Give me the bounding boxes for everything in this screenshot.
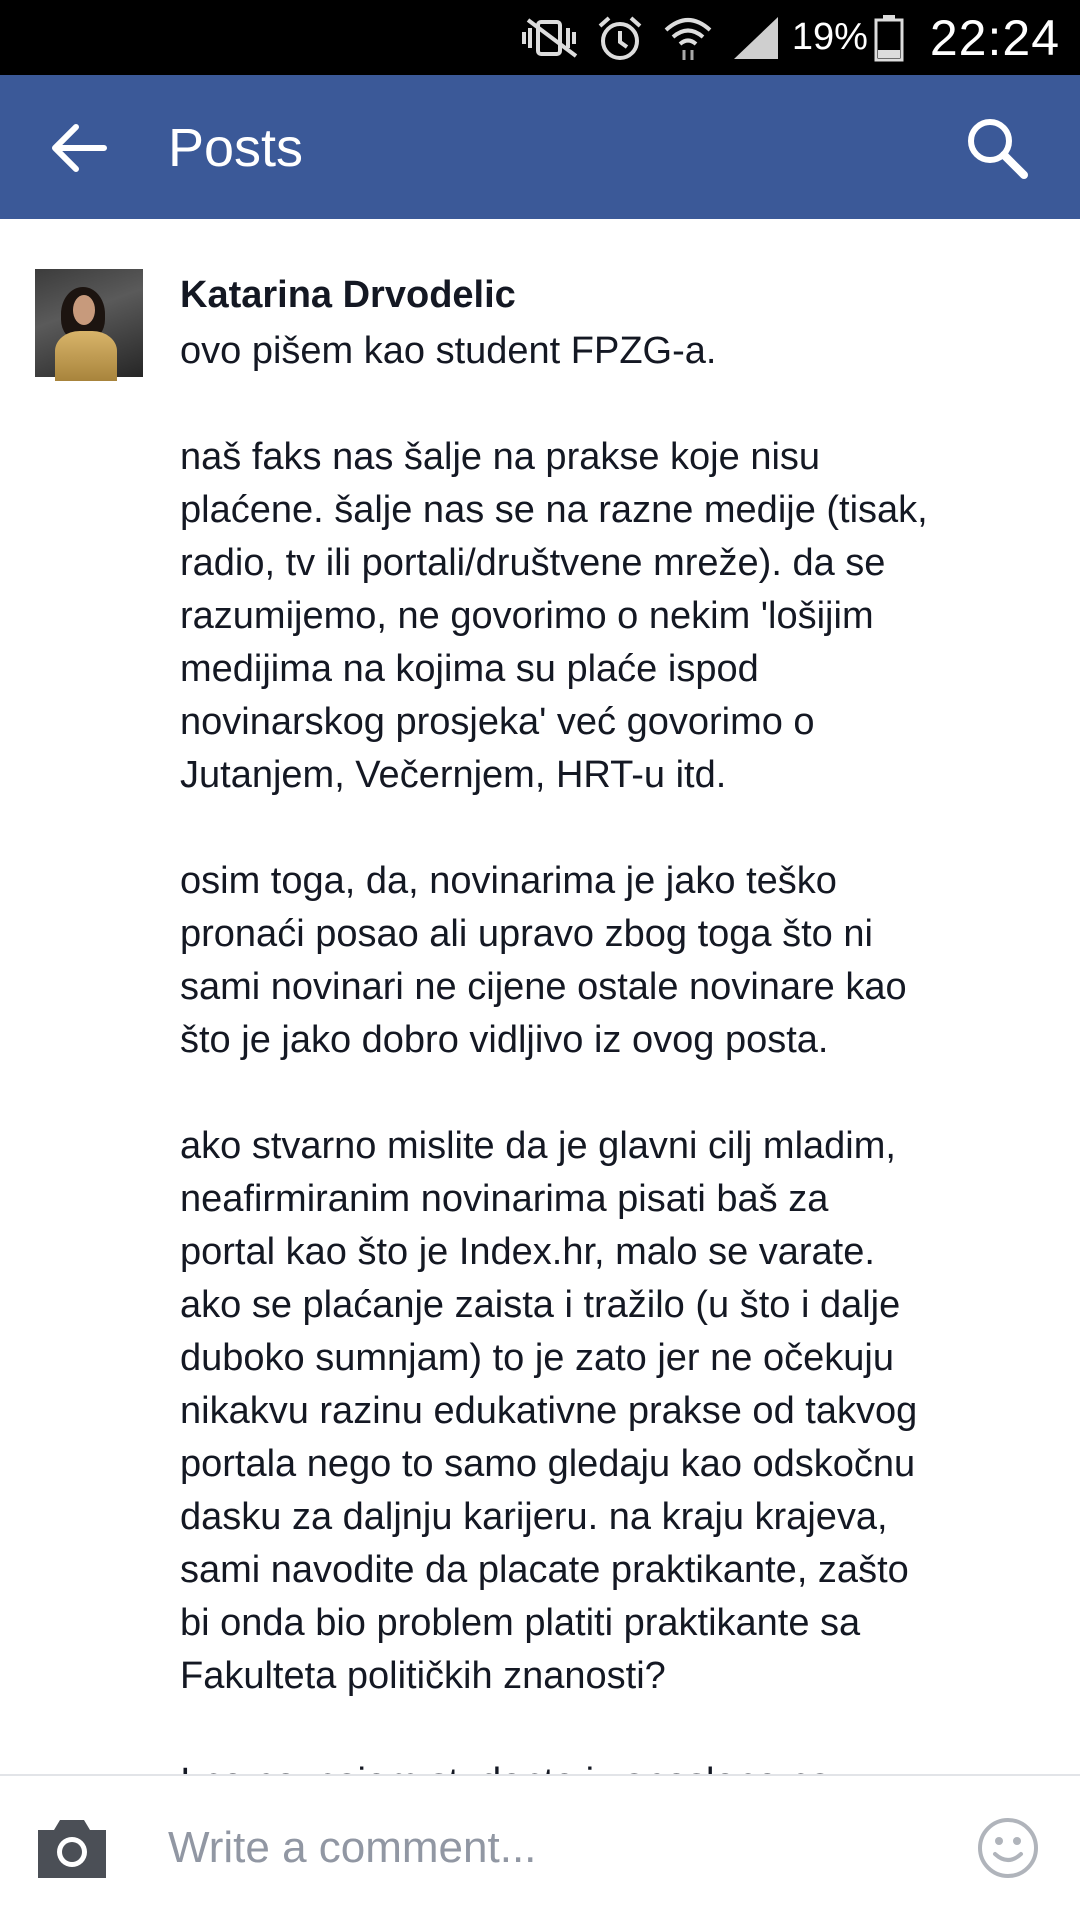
comment-bar [0, 1774, 1080, 1922]
app-bar [0, 75, 1080, 219]
post-paragraph: osim toga, da, novinarima je jako teško pronaći posao ali upravo zbog toga što ni sami novinari ne cijene ostale novinare kao što je jako dobro vidljivo iz ovog posta. [180, 860, 907, 1061]
emoji-button[interactable] [976, 1816, 1040, 1880]
battery-icon [874, 14, 904, 62]
mute-vibrate-icon [522, 13, 582, 63]
battery-percent: 19% [791, 16, 868, 58]
search-button[interactable] [964, 115, 1030, 181]
status-bar [0, 0, 1080, 75]
comment-input[interactable] [168, 1816, 928, 1880]
back-button[interactable] [48, 117, 110, 179]
cell-signal-icon [726, 13, 786, 63]
search-icon [964, 115, 1030, 181]
emoji-icon [976, 1816, 1040, 1880]
wifi-icon [658, 13, 718, 63]
status-time: 22:24 [929, 9, 1060, 66]
alarm-icon [590, 13, 650, 63]
post [0, 219, 1080, 1774]
post-body [180, 325, 1020, 1809]
camera-button[interactable] [34, 1814, 110, 1882]
camera-icon [34, 1814, 110, 1882]
avatar[interactable] [35, 269, 143, 377]
arrow-left-icon [48, 117, 110, 179]
post-paragraph: naš faks nas šalje na prakse koje nisu plaćene. šalje nas se na razne medije (tisak, radio, tv ili portali/društvene mreže). da se razumijemo, ne govorimo o nekim 'lošijim medijima na kojima su plaće ispod novinarskog prosjeka' već govorimo o Jutanjem, Večernjem, HRT-u itd. [180, 436, 928, 796]
post-author[interactable]: Katarina Drvodelic [180, 274, 516, 316]
post-paragraph: ovo pišem kao student FPZG-a. [180, 330, 717, 372]
page-title: Posts [168, 118, 304, 178]
post-paragraph: ako stvarno mislite da je glavni cilj mladim, neafirmiranim novinarima pisati baš za portal kao što je Index.hr, malo se varate. ako se plaćanje zaista i tražilo (u što i dalje duboko sumnjam) to je zato jer ne očekuju nikakvu razinu edukativne prakse od takvog portala nego to samo gledaju kao odskočnu dasku za daljnju karijeru. na kraju krajeva, sami navodite da placate praktikante, zašto bi onda bio problem platiti praktikante sa Fakulteta političkih znanosti? [180, 1125, 918, 1697]
